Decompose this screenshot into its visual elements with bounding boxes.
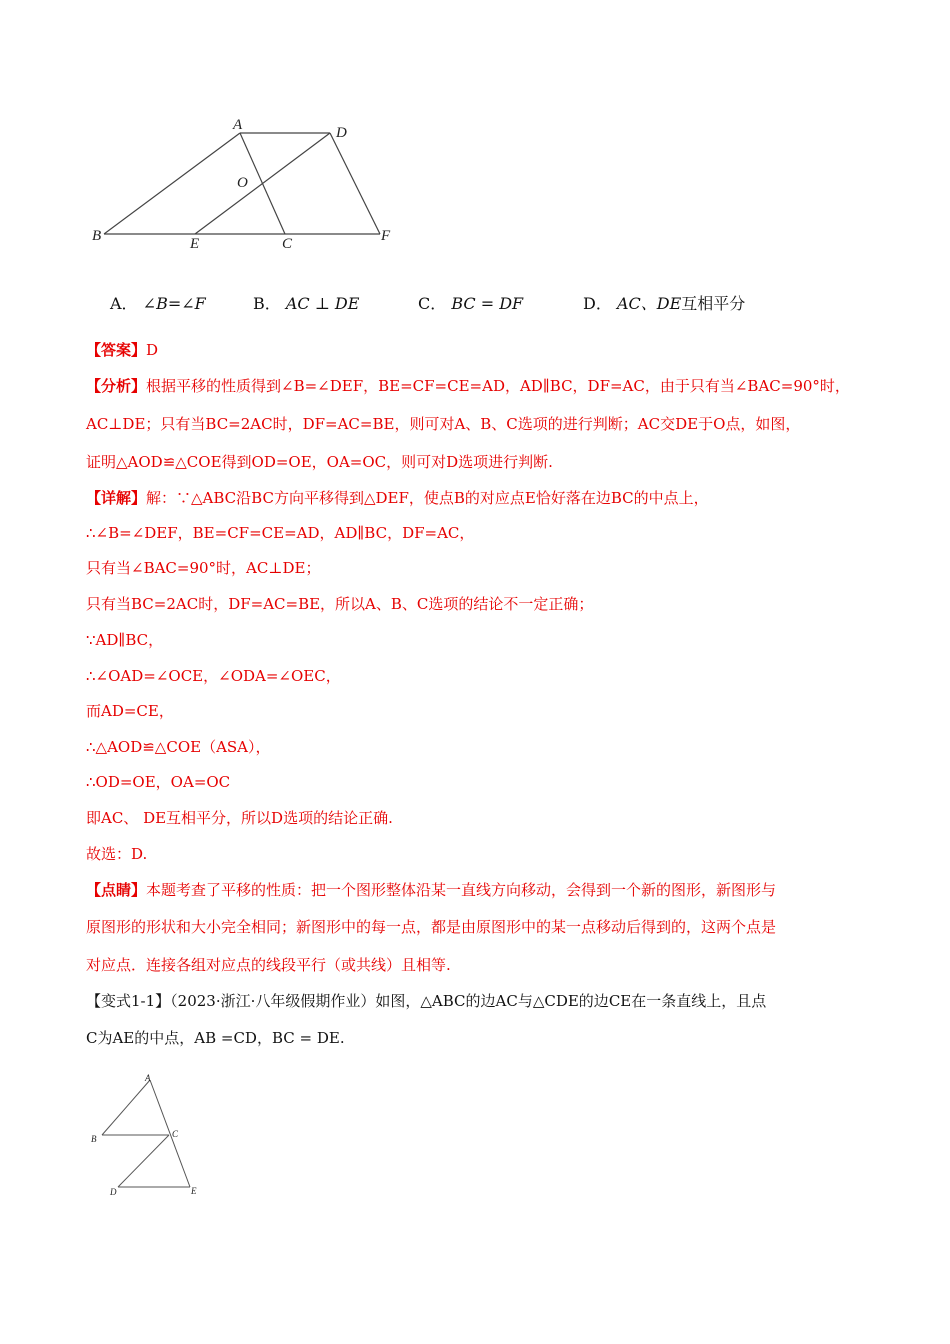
- option-d-letter: D．: [583, 294, 612, 313]
- label2-a: A: [145, 1073, 151, 1083]
- detail-line-2: ∴∠B=∠DEF，BE=CF=CE=AD，AD∥BC，DF=AC，: [86, 524, 475, 542]
- answer-line: [86, 340, 158, 360]
- detail-line-9: ∴OD=OE，OA=OC: [86, 773, 231, 791]
- variant-line-1: 【变式1-1】（2023·浙江·八年级假期作业）如图，△ABC的边AC与△CDE的边CE在一条直线上，且点: [86, 992, 767, 1010]
- option-b-letter: B．: [253, 294, 281, 313]
- label2-c: C: [172, 1129, 179, 1139]
- comment-text-1: 本题考查了平移的性质：把一个图形整体沿某一直线方向移动，会得到一个新的图形，新图形与: [146, 881, 777, 899]
- analysis-line-3: 证明△AOD≌△COE得到OD=OE，OA=OC，则可对D选项进行判断.: [86, 453, 553, 471]
- option-d-rest: 互相平分: [681, 294, 746, 313]
- option-d: [583, 291, 745, 314]
- comment-line-3: 对应点．连接各组对应点的线段平行（或共线）且相等.: [86, 956, 451, 974]
- option-d-math: AC、DE: [616, 294, 682, 313]
- detail-line-11: 故选：D.: [86, 845, 148, 863]
- analysis-line-1: [86, 376, 850, 396]
- option-b: [253, 291, 359, 314]
- label-c: C: [282, 236, 293, 252]
- label-d: D: [336, 125, 347, 141]
- segment-cd: [118, 1135, 169, 1187]
- detail-line-5: ∵AD∥BC，: [86, 631, 164, 649]
- detail-line-3: 只有当∠BAC=90°时，AC⊥DE；: [86, 559, 321, 577]
- detail-line-4: 只有当BC=2AC时，DF=AC=BE，所以A、B、C选项的结论不一定正确；: [86, 595, 594, 613]
- comment-line-2: 原图形的形状和大小完全相同；新图形中的每一点，都是由原图形中的某一点移动后得到的，这两个点是: [86, 918, 777, 936]
- option-a: [110, 291, 206, 314]
- detail-line-6: ∴∠OAD=∠OCE，∠ODA=∠OEC，: [86, 667, 341, 685]
- detail-tag: 【详解】: [86, 489, 147, 507]
- detail-line-7: 而AD=CE，: [86, 702, 174, 720]
- variant-line-2: C为AE的中点，AB =CD，BC = DE.: [86, 1029, 345, 1047]
- option-a-text: ∠B=∠F: [142, 294, 206, 313]
- option-c-letter: C．: [418, 294, 447, 313]
- option-c: [418, 291, 523, 314]
- segment-ae: [150, 1080, 190, 1187]
- answer-tag: 【答案】: [86, 341, 147, 359]
- label-a: A: [233, 117, 243, 133]
- analysis-line-2: AC⊥DE；只有当BC=2AC时，DF=AC=BE，则可对A、B、C选项的进行判断；AC交DE于O点，如图，: [86, 415, 801, 433]
- comment-tag: 【点睛】: [86, 881, 147, 899]
- figure-triangles: [85, 1068, 210, 1200]
- analysis-text-1: 根据平移的性质得到∠B=∠DEF，BE=CF=CE=AD，AD∥BC，DF=AC，由于只有当∠BAC=90°时，: [146, 377, 850, 395]
- figure-translation: [80, 110, 410, 260]
- answer-value: D: [146, 341, 159, 359]
- segment-ab: [104, 133, 240, 234]
- label2-e: E: [191, 1186, 197, 1196]
- detail-line-10: 即AC、 DE互相平分，所以D选项的结论正确.: [86, 809, 393, 827]
- detail-line-8: ∴△AOD≌△COE（ASA），: [86, 738, 271, 756]
- label-b: B: [92, 228, 102, 244]
- segment-df: [330, 133, 380, 234]
- comment-line-1: [86, 880, 776, 900]
- segment-ab-2: [102, 1080, 150, 1135]
- label2-b: B: [91, 1134, 97, 1144]
- option-b-text: AC ⊥ DE: [285, 294, 360, 313]
- analysis-tag: 【分析】: [86, 377, 147, 395]
- label-f: F: [381, 228, 391, 244]
- label2-d: D: [110, 1187, 117, 1197]
- option-c-text: BC = DF: [451, 294, 524, 313]
- segment-de: [195, 133, 330, 234]
- detail-text-1: 解：∵△ABC沿BC方向平移得到△DEF，使点B的对应点E恰好落在边BC的中点上，: [146, 489, 709, 507]
- label-o: O: [237, 175, 248, 191]
- option-a-letter: A．: [110, 294, 138, 313]
- label-e: E: [190, 236, 200, 252]
- detail-line-1: [86, 488, 709, 508]
